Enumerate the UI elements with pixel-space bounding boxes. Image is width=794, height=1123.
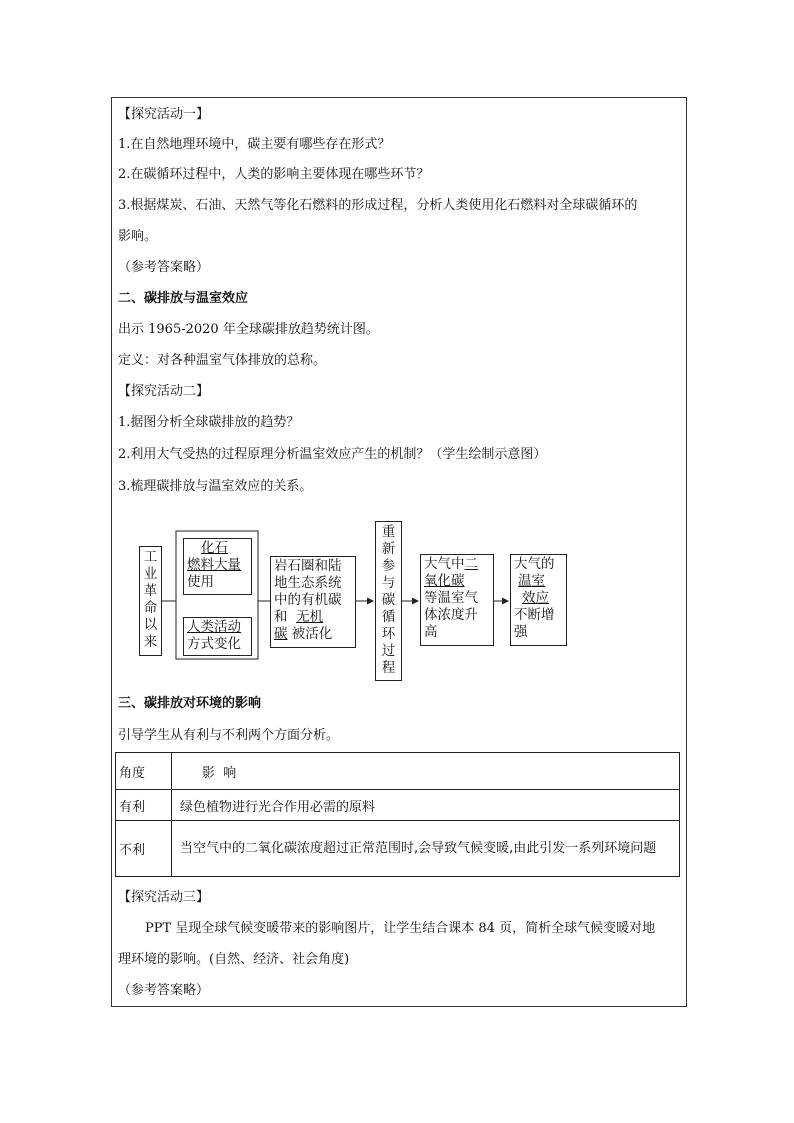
activity2-q1: 1.据图分析全球碳排放的趋势？ — [118, 415, 300, 430]
box6-line1: 大气的 — [514, 556, 555, 572]
row-effect: 绿色植物进行光合作用必需的原料 — [172, 790, 680, 821]
activity2-q2: 2.利用大气受热的过程原理分析温室效应产生的机制？（学生绘制示意图） — [118, 447, 547, 462]
activity2-title: 【探究活动二】 — [118, 384, 210, 399]
section3-heading: 三、碳排放对环境的影响 — [118, 696, 262, 711]
section3-guide: 引导学生从有利与不利两个方面分析。 — [118, 728, 340, 743]
row-angle: 不利 — [116, 821, 172, 877]
box5-line1 — [424, 556, 490, 573]
box4-char: 环 — [381, 626, 396, 642]
box2a-line1: 化石 — [201, 540, 228, 556]
box3-line2: 地生态系统 — [274, 575, 342, 591]
activity1-answer: （参考答案略） — [118, 260, 210, 275]
box6-line4: 不断增 — [514, 607, 555, 623]
box5-line3: 等温室气 — [424, 590, 478, 606]
box5-line4: 体浓度升 — [424, 607, 478, 623]
activity3-paragraph-line1: PPT 呈现全球气候变暖带来的影响图片，让学生结合课本 84 页，简析全球气候变暖对地 — [145, 921, 656, 936]
activity3-paragraph-line2: 理环境的影响。(自然、经济、社会角度) — [118, 952, 350, 967]
activity2-q3: 3.梳理碳排放与温室效应的关系。 — [118, 479, 313, 494]
box-carbon-activated — [270, 556, 356, 648]
box4-char: 循 — [381, 609, 396, 625]
table-header-row — [116, 753, 680, 790]
box3-line4b: 无机 — [296, 609, 324, 625]
box4-char: 程 — [381, 660, 396, 676]
box1-char: 业 — [143, 566, 158, 582]
box4-char: 重 — [381, 524, 396, 540]
box1-char: 以 — [143, 617, 158, 633]
box3-line4a: 和 — [274, 609, 288, 625]
box5-line1a: 大气中 — [424, 556, 465, 572]
box3-line5 — [274, 626, 352, 643]
row-effect: 当空气中的二氧化碳浓度超过正常范围时,会导致气候变暖,由此引发一系列环境问题 — [172, 821, 680, 877]
box6-line2: 温室 — [518, 573, 545, 589]
header-effect: 影 响 — [172, 753, 680, 790]
box1-char: 工 — [143, 549, 158, 565]
box3-line5b: 被活化 — [291, 626, 333, 642]
box1-char: 革 — [143, 583, 158, 599]
activity1-q2: 2.在碳循环过程中，人类的影响主要体现在哪些环节？ — [118, 167, 430, 182]
activity1-q3-line1: 3.根据煤炭、石油、天然气等化石燃料的形成过程，分析人类使用化石燃料对全球碳循环的 — [118, 198, 638, 213]
activity1-q1: 1.在自然地理环境中，碳主要有哪些存在形式？ — [118, 137, 391, 152]
box-human-activity — [183, 617, 252, 656]
box2b-line2: 方式变化 — [187, 636, 241, 652]
activity1-q3-line2: 影响。 — [118, 229, 158, 244]
box1-char: 命 — [143, 600, 158, 616]
box3-line3: 中的有机碳 — [274, 592, 342, 608]
box1-char: 来 — [143, 634, 158, 650]
impact-table — [115, 752, 680, 877]
section2-heading: 二、碳排放与温室效应 — [118, 291, 249, 306]
box4-char: 参 — [381, 558, 396, 574]
box5-line1b: 二 — [464, 556, 478, 572]
header-angle: 角度 — [116, 753, 172, 790]
box4-char: 与 — [381, 575, 396, 591]
box3-line4 — [274, 609, 352, 626]
box4-char: 过 — [381, 643, 396, 659]
box4-char: 碳 — [381, 592, 396, 608]
box2a-line3: 使用 — [187, 574, 214, 590]
table-row — [116, 790, 680, 821]
box2b-line1: 人类活动 — [187, 619, 241, 635]
row-angle: 有利 — [116, 790, 172, 821]
activity3-title: 【探究活动三】 — [118, 890, 210, 905]
box-rejoin-cycle — [375, 521, 402, 681]
section2-definition: 定义：对各种温室气体排放的总称。 — [118, 353, 327, 368]
box6-line5: 强 — [514, 624, 528, 640]
box4-char: 新 — [381, 541, 396, 557]
activity3-answer: （参考答案略） — [118, 983, 210, 998]
section2-show: 出示 1965-2020 年全球碳排放趋势统计图。 — [118, 322, 379, 337]
box-fossil-fuel — [183, 538, 252, 595]
box2a-line2: 燃料大量 — [187, 557, 241, 573]
box6-line3: 效应 — [522, 590, 549, 606]
box-co2-concentration — [420, 554, 494, 646]
box-greenhouse-effect — [510, 554, 567, 646]
box3-line5a: 碳 — [274, 626, 288, 642]
box-industrial-revolution — [139, 546, 162, 656]
activity1-title: 【探究活动一】 — [118, 107, 210, 122]
box5-line2: 氧化碳 — [424, 573, 465, 589]
box5-line5: 高 — [424, 624, 438, 640]
table-row — [116, 821, 680, 877]
box3-line1: 岩石圈和陆 — [274, 558, 342, 574]
